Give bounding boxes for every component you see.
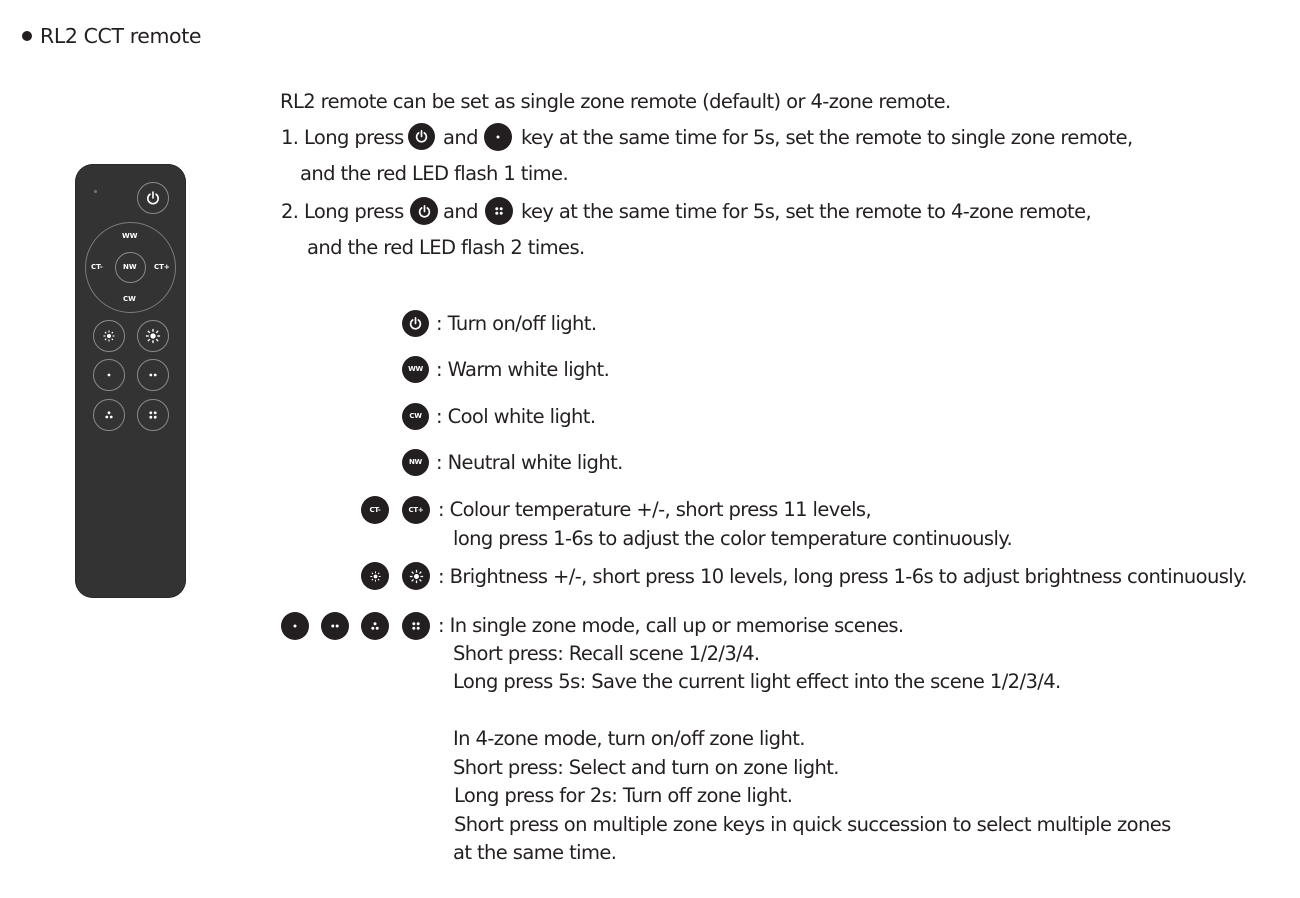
power-icon	[410, 197, 438, 225]
ww-icon-label: WW	[408, 365, 423, 373]
legend-ct-line1: : Colour temperature +/-, short press 11 levels,	[438, 498, 872, 521]
scenes-line7: Short press on multiple zone keys in quick succession to select multiple zones	[454, 813, 1171, 836]
legend-nw: : Neutral white light.	[436, 451, 623, 474]
legend-ct-line2: long press 1-6s to adjust the color temperature continuously.	[453, 527, 1013, 550]
scenes-line2: Short press: Recall scene 1/2/3/4.	[453, 642, 760, 665]
scenes-line8: at the same time.	[453, 841, 617, 864]
power-icon	[145, 190, 161, 206]
scenes-line6: Long press for 2s: Turn off zone light.	[454, 784, 793, 807]
ct-minus-icon	[361, 496, 389, 524]
brightness-up-icon	[402, 562, 430, 590]
remote-scene-3-button	[93, 399, 125, 431]
intro-text: RL2 remote can be set as single zone remote (default) or 4-zone remote.	[280, 90, 951, 113]
section-title	[22, 24, 201, 48]
nw-icon	[402, 449, 429, 476]
legend-cw: : Cool white light.	[436, 405, 596, 428]
step2-prefix: 2. Long press	[281, 200, 404, 223]
sun-large-icon	[145, 328, 161, 344]
one-dot-icon	[103, 369, 115, 381]
remote-ct-minus-label: CT-	[91, 263, 103, 271]
remote-ww-label: WW	[122, 232, 138, 240]
four-dots-icon	[485, 197, 513, 225]
ct-minus-icon-label: CT-	[369, 505, 381, 514]
one-dot-icon	[484, 123, 512, 151]
remote-brightness-down-button	[93, 320, 125, 352]
ww-icon	[402, 356, 429, 383]
remote-brightness-up-button	[137, 320, 169, 352]
three-dots-icon	[361, 612, 389, 640]
nw-icon-label: NW	[409, 458, 422, 466]
scenes-line5: Short press: Select and turn on zone light.	[453, 756, 839, 779]
step1-suffix: key at the same time for 5s, set the remote to single zone remote,	[521, 126, 1133, 149]
one-dot-icon	[281, 612, 309, 640]
remote-scene-2-button	[137, 359, 169, 391]
legend-power: : Turn on/off light.	[436, 312, 597, 335]
remote-cw-label: CW	[123, 295, 136, 303]
bullet-icon	[22, 31, 32, 41]
legend-ww: : Warm white light.	[436, 358, 610, 381]
two-dots-icon	[147, 369, 159, 381]
remote-scene-4-button	[137, 399, 169, 431]
brightness-down-icon	[361, 562, 389, 590]
two-dots-icon	[321, 612, 349, 640]
step1-line2: and the red LED flash 1 time.	[300, 162, 569, 185]
power-icon	[402, 310, 429, 337]
section-title-text: RL2 CCT remote	[40, 24, 202, 48]
led-indicator	[94, 190, 97, 193]
step2-and: and	[443, 200, 478, 223]
cw-icon	[402, 403, 429, 430]
step2-line2: and the red LED flash 2 times.	[307, 236, 585, 259]
step1-and: and	[443, 126, 478, 149]
remote-illustration	[75, 164, 186, 598]
step2-suffix: key at the same time for 5s, set the remote to 4-zone remote,	[521, 200, 1092, 223]
remote-nw-label: NW	[123, 263, 137, 271]
step1-prefix: 1. Long press	[281, 126, 404, 149]
four-dots-icon	[402, 612, 430, 640]
remote-ct-plus-label: CT+	[154, 263, 170, 271]
remote-scene-1-button	[93, 359, 125, 391]
ct-plus-icon	[402, 496, 430, 524]
four-dots-icon	[147, 409, 159, 421]
power-icon	[408, 123, 435, 150]
three-dots-icon	[103, 409, 115, 421]
legend-brightness: : Brightness +/-, short press 10 levels, long press 1-6s to adjust brightness continuously.	[438, 565, 1247, 588]
scenes-line1: : In single zone mode, call up or memorise scenes.	[438, 614, 904, 637]
scenes-line4: In 4-zone mode, turn on/off zone light.	[453, 727, 805, 750]
cw-icon-label: CW	[409, 412, 422, 420]
remote-power-button	[137, 182, 169, 214]
ct-plus-icon-label: CT+	[408, 505, 424, 514]
sun-small-icon	[102, 329, 116, 343]
scenes-line3: Long press 5s: Save the current light effect into the scene 1/2/3/4.	[453, 670, 1061, 693]
